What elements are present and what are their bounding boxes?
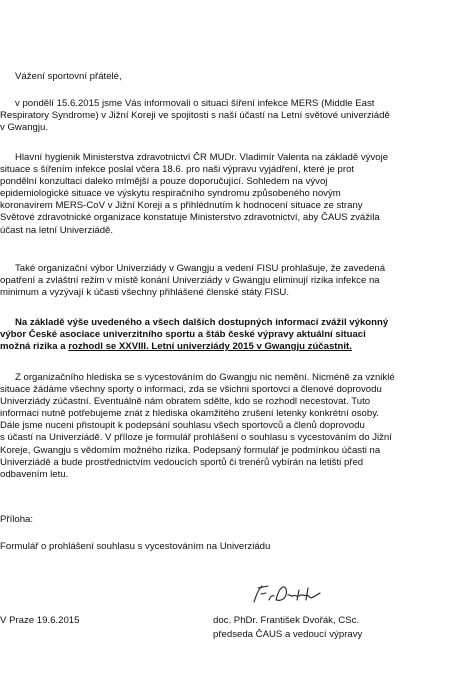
paragraph-line: minimum a vyzývají k účasti všechny přihlášené členské státy FISU. <box>0 287 289 299</box>
paragraph-line: opatření a zvláštní režim v místě konání Univerziády v Gwangju eliminují rizika infekce na <box>0 275 380 287</box>
paragraph-line: Také organizační výbor Univerziády v Gwangju a vedení FISU prohlašuje, že zavedená <box>15 263 386 274</box>
paragraph-line <box>0 341 452 353</box>
paragraph-hygienist <box>0 152 452 237</box>
paragraph-line: v pondělí 15.6.2015 jsme Vás informovali o situaci šíření infekce MERS (Middle East <box>15 98 375 109</box>
paragraph-mers-info <box>0 98 452 134</box>
paragraph-line: Hlavní hygienik Ministerstva zdravotnictví ČR MUDr. Vladimír Valenta na základě vývoje <box>15 152 389 163</box>
attachment-label <box>0 514 452 526</box>
paragraph-line: Dále jsme nuceni přistoupit k podepsání souhlasu všech sportovců a členů doprovodu <box>0 420 365 432</box>
signatory-role: předseda ČAUS a vedoucí výpravy <box>213 629 363 640</box>
paragraph-line: informaci nutně potřebujeme znát z hlediska okamžitého zrušení letenky konkrétní osoby. <box>0 408 379 420</box>
paragraph-line: situace žádáme všechny sporty o informaci, zda se všichni sportovci a členové doprovodu <box>0 384 382 396</box>
signatory-name: doc. PhDr. František Dvořák, CSc. <box>213 615 360 626</box>
paragraph-line: v Gwangju. <box>0 122 48 134</box>
paragraph-line: s účastí na Univerziádě. V příloze je formulář prohlášení o souhlasu s vycestováním do Jižní <box>0 432 392 444</box>
salutation-text: Vážení sportovní přátelé, <box>15 71 122 82</box>
paragraph-line: pondělní konzultaci daleko mímější a pouze doporučující. Sohledem na vývoj <box>0 176 328 188</box>
attachment-label-text: Příloha: <box>0 514 34 525</box>
paragraph-line: Univerziády zúčastní. Eventuálně nám obratem sdělte, kdo se rozhodl necestovat. Tuto <box>0 396 371 408</box>
place-date: V Praze 19.6.2015 <box>0 615 80 626</box>
salutation <box>0 71 452 83</box>
paragraph-line: koronavirem MERS-CoV v Jižní Koreji a s přihlédnutím k hodnocení situace ze strany <box>0 200 363 212</box>
paragraph-line: Z organizačního hlediska se s vycestováním do Gwangju nic nemění. Nicméně za vzniklé <box>15 372 395 383</box>
closing-line-2 <box>0 629 452 641</box>
paragraph-line: Na základě výše uvedeného a všech dalších dostupných informací zvážil výkonný <box>15 317 389 328</box>
attachment-item-text: Formulář o prohlášení souhlasu s vycestováním na Univerziádu <box>0 541 271 552</box>
decision-underlined: rozhodl se XXVIII. Letní univerziády 2015 v Gwangju zúčastnit. <box>68 341 352 353</box>
paragraph-line: výbor České asociace univerzitního sportu a štáb české výpravy aktuální situaci <box>0 329 366 341</box>
paragraph-line: Světové zdravotnické organizace konstatuje Ministerstvo zdravotnictví, aby ČAUS zvážila <box>0 212 380 224</box>
closing-row <box>0 629 452 641</box>
attachment-item <box>0 541 452 553</box>
decision-lead: možná rizika a <box>0 341 66 353</box>
closing-row <box>0 615 452 627</box>
paragraph-decision <box>0 317 452 353</box>
paragraph-line: účast na letní Univerziádě. <box>0 224 114 236</box>
paragraph-line: situace s šířením infekce poslal včera 18.6. pro naši výpravu vyjádření, které je prot <box>0 164 355 176</box>
paragraph-organization <box>0 372 452 481</box>
paragraph-organizing-committee <box>0 263 452 299</box>
paragraph-line: epidemiologické situace ve výskytu respiračního syndromu způsobeného novým <box>0 188 341 200</box>
paragraph-line: Univerziádě a bude prostřednictvím vedoucích sportů či trenérů vybírán na letišti před <box>0 456 364 468</box>
handwritten-signature <box>252 582 322 606</box>
paragraph-line: Koreje, Gwangju s vědomím možného rizika. Podepsaný formulář je podmínkou účasti na <box>0 444 381 456</box>
paragraph-line: odbavením letu. <box>0 468 69 480</box>
closing-line-1 <box>0 615 452 627</box>
paragraph-line: Respiratory Syndrome) v Jižní Koreji ve spojitosti s naší účastí na Letní světové univerziádě <box>0 110 390 122</box>
